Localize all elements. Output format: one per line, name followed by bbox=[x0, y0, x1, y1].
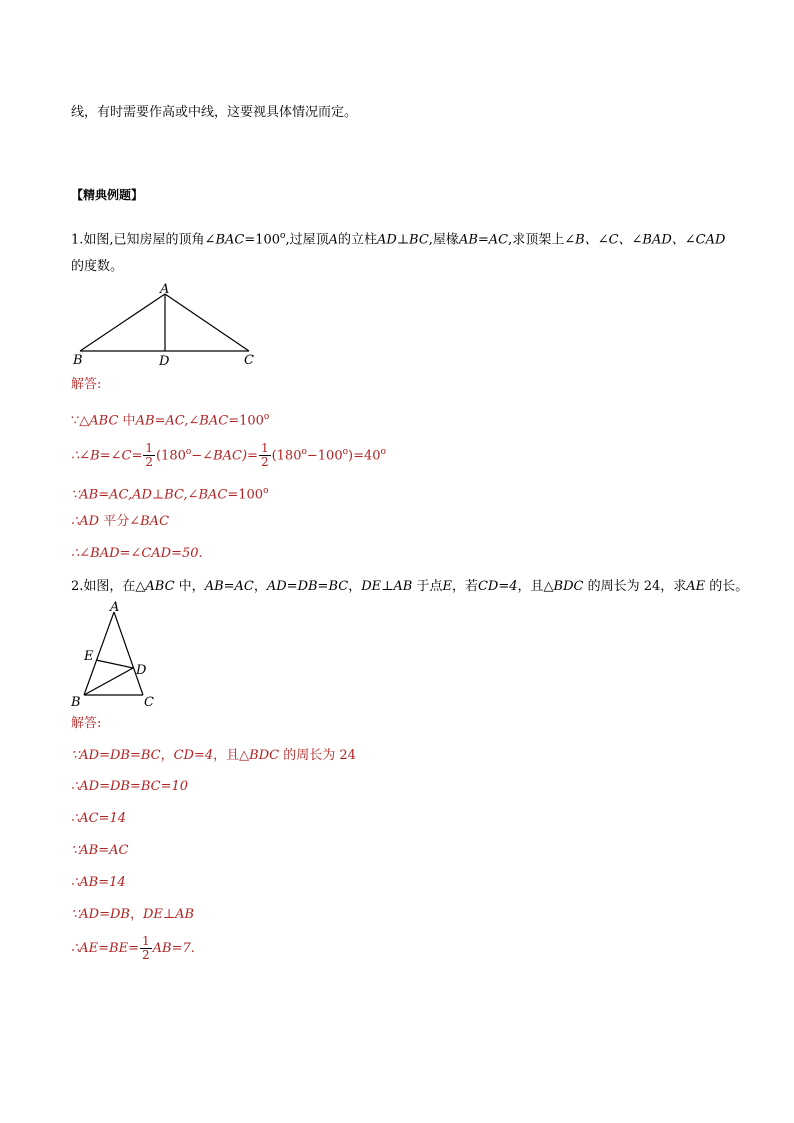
fraction-half bbox=[140, 935, 152, 962]
math-segment: ∴AD bbox=[71, 514, 100, 529]
triangle-abc: △ABC bbox=[79, 413, 119, 429]
text-segment: ， bbox=[348, 579, 362, 594]
problem1-line2: 的度数。 bbox=[71, 259, 124, 274]
text-segment: 中， bbox=[174, 579, 205, 594]
angle-bac: ∠BAC bbox=[204, 232, 245, 248]
math-segment: −100 bbox=[306, 448, 343, 464]
value-100: =100 bbox=[228, 413, 264, 429]
math-segment: ∵AD=DB bbox=[71, 907, 130, 922]
text-segment: ，若 bbox=[451, 579, 478, 594]
math-segment: ∵AB=AC,AD⊥BC,∠BAC bbox=[71, 487, 228, 503]
because-sign: ∵ bbox=[71, 413, 80, 429]
edge-ac bbox=[165, 294, 249, 351]
fraction-numerator: 1 bbox=[260, 441, 269, 456]
de-perp-ab: DE⊥AB bbox=[142, 907, 195, 922]
degree-mark: o bbox=[263, 412, 270, 422]
cd-eq-4: CD=4 bbox=[477, 579, 518, 594]
solution2-step6 bbox=[71, 906, 194, 924]
triangle-figure-2 bbox=[66, 598, 166, 710]
math-segment: ∴AC=14 bbox=[71, 811, 127, 826]
segment-ae: AE bbox=[686, 579, 706, 594]
solution2-step7 bbox=[71, 934, 195, 964]
label-a: A bbox=[110, 600, 120, 615]
segment-bd bbox=[84, 668, 133, 695]
text-segment: 于点 bbox=[412, 579, 443, 594]
solution1-label: 解答: bbox=[71, 377, 102, 392]
edge-ab bbox=[80, 294, 165, 351]
ad-eq-db-eq-bc: AD=DB=BC bbox=[266, 579, 349, 594]
solution1-step2 bbox=[71, 437, 386, 471]
label-b: B bbox=[73, 353, 83, 368]
solution1-step1 bbox=[71, 408, 269, 430]
value-100: =100 bbox=[244, 232, 281, 248]
math-segment: ∴∠B=∠C= bbox=[71, 448, 143, 464]
math-segment: AB=AC,∠BAC bbox=[135, 413, 229, 429]
intro-line: 线，有时需要作高或中线，这要视具体情况而定。 bbox=[71, 105, 358, 120]
degree-mark: o bbox=[263, 486, 269, 496]
problem1-number: 1.如图,已知房屋的顶角 bbox=[71, 232, 205, 248]
text-segment: 的周长为 24，求 bbox=[583, 579, 687, 594]
solution2-label: 解答: bbox=[71, 716, 102, 731]
ab-eq-ac: AB=AC bbox=[458, 232, 509, 248]
math-segment: ∴AB=14 bbox=[71, 875, 126, 890]
text-segment: ,屋椽 bbox=[428, 232, 459, 248]
math-segment: AB=7. bbox=[152, 941, 195, 956]
point-a: A bbox=[328, 232, 338, 248]
label-c: C bbox=[144, 695, 154, 710]
solution2-step2 bbox=[71, 778, 188, 796]
fraction-half bbox=[143, 442, 155, 469]
text-segment: ， bbox=[253, 579, 267, 594]
fraction-numerator: 1 bbox=[145, 441, 153, 456]
fraction-numerator: 1 bbox=[141, 934, 150, 948]
triangle-abc: △ABC bbox=[135, 579, 175, 594]
label-b: B bbox=[71, 695, 81, 710]
math-segment: ∴AE=BE= bbox=[71, 941, 139, 956]
problem2-line1 bbox=[71, 578, 748, 596]
ab-eq-ac: AB=AC bbox=[204, 579, 254, 594]
label-d: D bbox=[159, 354, 170, 369]
segment-de bbox=[96, 660, 133, 668]
fraction-denominator: 2 bbox=[141, 948, 150, 962]
degree-mark: o bbox=[342, 447, 349, 457]
triangle-bdc: △BDC bbox=[543, 579, 584, 594]
text-segment: 的立柱 bbox=[338, 232, 378, 248]
value-100: =100 bbox=[227, 487, 264, 503]
text-segment: ， bbox=[129, 907, 143, 922]
de-perp-ab: DE⊥AB bbox=[361, 579, 413, 594]
solution2-step4 bbox=[71, 842, 128, 860]
problem2-number: 2.如图，在 bbox=[71, 579, 136, 594]
triangle-figure-1 bbox=[68, 280, 268, 370]
angles-list: ∠B、∠C、∠BAD、∠CAD bbox=[564, 232, 726, 248]
fraction-denominator: 2 bbox=[260, 455, 269, 470]
math-segment: ∵AB=AC bbox=[71, 843, 129, 858]
cd-eq-4: CD=4 bbox=[173, 748, 214, 763]
solution1-step3 bbox=[71, 482, 268, 504]
edge-ac bbox=[114, 612, 143, 695]
math-segment: ∵AD=DB=BC bbox=[71, 748, 161, 763]
math-segment: )=40 bbox=[348, 448, 381, 464]
text-segment: 的长。 bbox=[705, 579, 749, 594]
ad-perp-bc: AD⊥BC bbox=[377, 232, 429, 248]
angle-bac: ∠BAC bbox=[129, 514, 170, 529]
degree-mark: o bbox=[380, 447, 386, 457]
section-title: 【精典例题】 bbox=[71, 188, 144, 202]
degree-mark: o bbox=[301, 447, 307, 457]
math-segment: (180 bbox=[271, 448, 302, 464]
solution2-step3 bbox=[71, 810, 126, 828]
math-segment: ∴AD=DB=BC=10 bbox=[71, 779, 189, 794]
solution2-step5 bbox=[71, 874, 126, 892]
text-segment: ， bbox=[160, 748, 174, 763]
fraction-half-2 bbox=[259, 442, 271, 469]
solution1-step4 bbox=[71, 513, 169, 531]
solution1-step5 bbox=[71, 545, 203, 563]
degree-mark: o bbox=[185, 447, 192, 457]
text-segment: ，且 bbox=[517, 579, 544, 594]
label-a: A bbox=[160, 282, 170, 297]
label-e: E bbox=[84, 649, 94, 664]
text-segment: 的周长为 24 bbox=[279, 748, 356, 763]
text-segment: ,求顶架上 bbox=[508, 232, 565, 248]
triangle-bdc: △BDC bbox=[239, 748, 280, 763]
text-segment: 中 bbox=[118, 413, 136, 429]
label-c: C bbox=[244, 353, 254, 368]
math-segment: −∠BAC)= bbox=[191, 448, 258, 464]
text-segment: ,过屋顶 bbox=[285, 232, 329, 248]
fraction-denominator: 2 bbox=[145, 455, 153, 470]
math-segment: (180 bbox=[155, 448, 186, 464]
point-e: E bbox=[442, 579, 452, 594]
label-d: D bbox=[136, 663, 147, 678]
degree-mark: o bbox=[280, 231, 286, 241]
text-segment: 平分 bbox=[99, 514, 130, 529]
problem1-line1 bbox=[71, 227, 725, 249]
math-segment: ∴∠BAD=∠CAD=50. bbox=[71, 546, 203, 561]
text-segment: ，且 bbox=[213, 748, 240, 763]
solution2-step1 bbox=[71, 747, 356, 765]
